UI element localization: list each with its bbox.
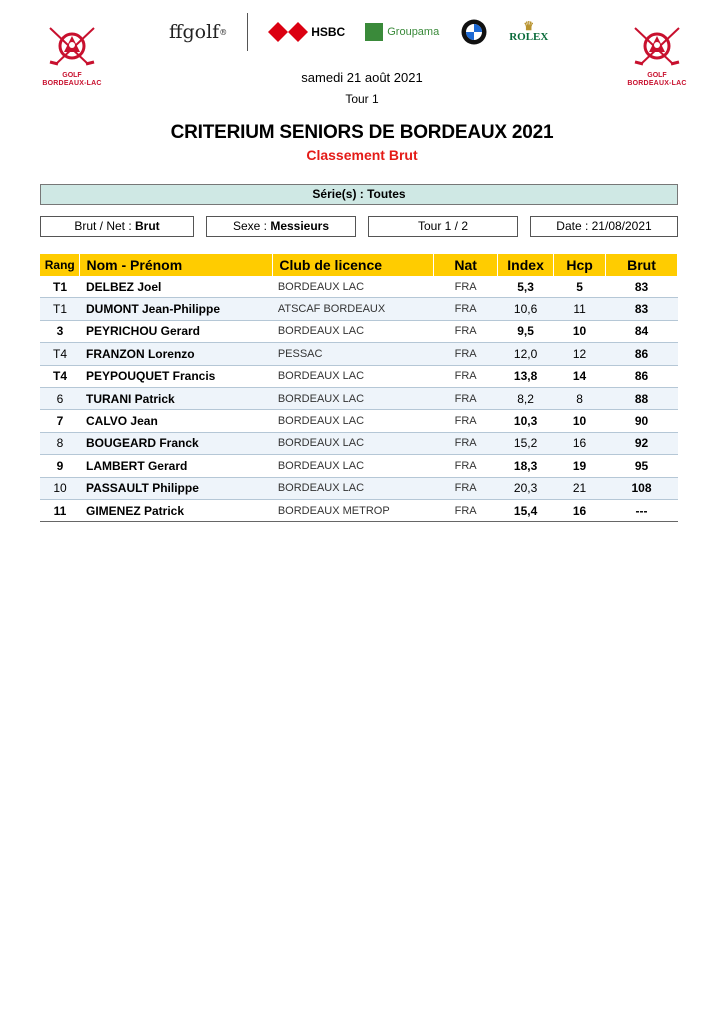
club-cell: BORDEAUX LAC [273,455,434,477]
filter-sexe [206,216,356,237]
index-cell: 15,2 [498,432,554,454]
handicap-cell: 5 [554,276,606,298]
table-row [40,410,678,432]
player-name-cell: BOUGEARD Franck [80,432,273,454]
index-cell: 5,3 [498,276,554,298]
index-cell: 8,2 [498,387,554,409]
table-row [40,276,678,298]
rank-cell: T1 [40,298,80,320]
club-cell: BORDEAUX METROP [273,499,434,521]
table-row [40,477,678,499]
event-tour: Tour 1 [345,92,379,106]
gross-score-cell: 83 [606,298,678,320]
nationality-cell: FRA [434,477,498,499]
sexe-value: Messieurs [270,219,330,233]
nationality-cell: FRA [434,320,498,342]
column-header-nom: Nom - Prénom [80,254,273,276]
club-cell: PESSAC [273,343,434,365]
sponsor-divider [247,13,248,51]
table-row [40,365,678,387]
results-table [40,254,678,522]
nationality-cell: FRA [434,499,498,521]
player-name-cell: GIMENEZ Patrick [80,499,273,521]
rank-cell: 7 [40,410,80,432]
club-cell: BORDEAUX LAC [273,432,434,454]
gross-score-cell: 108 [606,477,678,499]
gross-score-cell: 90 [606,410,678,432]
gross-score-cell: 88 [606,387,678,409]
club-logo-line1: GOLF [62,72,82,79]
rolex-logo [509,21,548,43]
handicap-cell: 8 [554,387,606,409]
brut-net-value: Brut [135,219,160,233]
column-header-brut: Brut [606,254,678,276]
page-subtitle: Classement Brut [306,147,418,163]
hsbc-hexagon-icon [268,22,308,42]
filter-tour: Tour 1 / 2 [368,216,518,237]
player-name-cell: FRANZON Lorenzo [80,343,273,365]
rolex-text: ROLEX [509,31,549,43]
index-cell: 9,5 [498,320,554,342]
club-cell: BORDEAUX LAC [273,477,434,499]
handicap-cell: 19 [554,455,606,477]
index-cell: 20,3 [498,477,554,499]
club-cell: BORDEAUX LAC [273,276,434,298]
page-title: CRITERIUM SENIORS DE BORDEAUX 2021 [170,122,554,143]
rank-cell: 6 [40,387,80,409]
club-logo-line2: BORDEAUX-LAC [42,80,102,87]
hsbc-logo [268,22,345,42]
player-name-cell: LAMBERT Gerard [80,455,273,477]
rank-cell: T4 [40,365,80,387]
handicap-cell: 10 [554,320,606,342]
groupama-text: Groupama [387,26,440,38]
sexe-label: Sexe : [232,219,267,233]
club-cell: BORDEAUX LAC [273,320,434,342]
player-name-cell: CALVO Jean [80,410,273,432]
event-date: samedi 21 août 2021 [301,70,423,85]
table-row [40,432,678,454]
club-logo-line2: BORDEAUX-LAC [627,80,687,87]
club-cell: BORDEAUX LAC [273,387,434,409]
nationality-cell: FRA [434,455,498,477]
index-cell: 15,4 [498,499,554,521]
column-header-nat: Nat [434,254,498,276]
filter-brut-net [40,216,194,237]
nationality-cell: FRA [434,387,498,409]
ffgolf-text: ffgolf [169,21,220,43]
table-row [40,499,678,521]
gross-score-cell: 86 [606,343,678,365]
nationality-cell: FRA [434,365,498,387]
player-name-cell: PASSAULT Philippe [80,477,273,499]
index-cell: 10,3 [498,410,554,432]
rank-cell: 9 [40,455,80,477]
golf-club-emblem-icon [627,24,687,72]
club-cell: BORDEAUX LAC [273,365,434,387]
filter-date: Date : 21/08/2021 [530,216,678,237]
groupama-icon [365,23,383,41]
golf-club-emblem-icon [42,24,102,72]
gross-score-cell: 95 [606,455,678,477]
player-name-cell: DUMONT Jean-Philippe [80,298,273,320]
hsbc-text: HSBC [311,25,346,39]
nationality-cell: FRA [434,343,498,365]
index-cell: 18,3 [498,455,554,477]
gross-score-cell: 92 [606,432,678,454]
handicap-cell: 14 [554,365,606,387]
nationality-cell: FRA [434,410,498,432]
sponsors-bar [155,6,580,58]
nationality-cell: FRA [434,276,498,298]
gross-score-cell: 84 [606,320,678,342]
table-row [40,343,678,365]
table-row [40,387,678,409]
table-row [40,298,678,320]
rank-cell: 11 [40,499,80,521]
rank-cell: 8 [40,432,80,454]
player-name-cell: DELBEZ Joel [80,276,273,298]
rank-cell: T1 [40,276,80,298]
brut-net-label: Brut / Net : [74,219,132,233]
series-banner: Série(s) : Toutes [40,184,678,205]
bmw-logo [461,19,487,45]
player-name-cell: PEYPOUQUET Francis [80,365,273,387]
nationality-cell: FRA [434,432,498,454]
table-header-row [40,254,678,276]
rank-cell: 10 [40,477,80,499]
handicap-cell: 10 [554,410,606,432]
index-cell: 13,8 [498,365,554,387]
club-cell: ATSCAF BORDEAUX [273,298,434,320]
handicap-cell: 12 [554,343,606,365]
rank-cell: 3 [40,320,80,342]
bmw-roundel-icon [461,19,487,45]
index-cell: 10,6 [498,298,554,320]
club-cell: BORDEAUX LAC [273,410,434,432]
player-name-cell: PEYRICHOU Gerard [80,320,273,342]
rank-cell: T4 [40,343,80,365]
column-header-club: Club de licence [273,254,434,276]
column-header-hcp: Hcp [554,254,606,276]
ffgolf-registered-mark: ® [219,27,228,37]
handicap-cell: 16 [554,499,606,521]
nationality-cell: FRA [434,298,498,320]
handicap-cell: 11 [554,298,606,320]
ffgolf-logo [169,21,227,43]
gross-score-cell: --- [606,499,678,521]
player-name-cell: TURANI Patrick [80,387,273,409]
gross-score-cell: 86 [606,365,678,387]
rolex-crown-icon: ♛ [523,19,535,33]
club-logo-line1: GOLF [647,72,667,79]
table-row [40,320,678,342]
index-cell: 12,0 [498,343,554,365]
handicap-cell: 21 [554,477,606,499]
table-row [40,455,678,477]
column-header-rang: Rang [40,254,80,276]
gross-score-cell: 83 [606,276,678,298]
handicap-cell: 16 [554,432,606,454]
column-header-index: Index [498,254,554,276]
groupama-logo [365,23,439,41]
